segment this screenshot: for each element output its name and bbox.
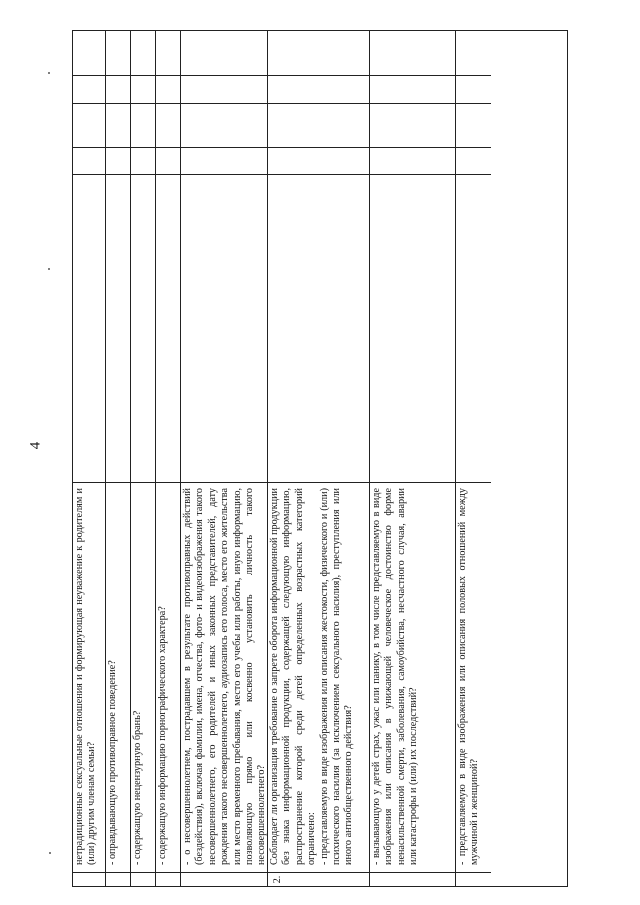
- question-text: [370, 482, 455, 872]
- answer-cell: [370, 75, 455, 103]
- answer-cell: [181, 75, 267, 103]
- question-text: [156, 482, 180, 872]
- answer-cell: [73, 147, 105, 174]
- question-text: [456, 482, 491, 872]
- answer-cell: [370, 147, 455, 174]
- row-number: [456, 872, 491, 886]
- question-text: [73, 482, 105, 872]
- answer-cell: [156, 174, 180, 482]
- answer-cell: [456, 174, 491, 482]
- table-row: [369, 31, 455, 886]
- answer-cell: [268, 147, 369, 174]
- answer-cell: [131, 103, 155, 147]
- answer-cell: [268, 103, 369, 147]
- answer-cell: [370, 174, 455, 482]
- answer-cell: [106, 103, 130, 147]
- answer-cell: [156, 75, 180, 103]
- answer-cell: [73, 174, 105, 482]
- answer-cell: [156, 103, 180, 147]
- row-number: [156, 872, 180, 886]
- answer-cell: [131, 75, 155, 103]
- row-number: [106, 872, 130, 886]
- row-number: [131, 872, 155, 886]
- question-text: [106, 482, 130, 872]
- question-paragraph: - вызывающую у детей страх, ужас или панику, в том числе представляемую в виде изображения или описания в унижающей человеческое достоинство форме ненасильственной смерти, заболевания, самоубийства, несчастного случая, аварии или катастрофы и (или) их последствий?: [371, 488, 420, 865]
- question-paragraph: - оправдывающую противоправное поведение?: [107, 660, 118, 865]
- row-number: 2.: [268, 872, 369, 886]
- row-number: [73, 872, 105, 886]
- answer-cell: [456, 31, 491, 75]
- answer-cell: [106, 147, 130, 174]
- answer-cell: [456, 103, 491, 147]
- answer-cell: [268, 31, 369, 75]
- table-row: [73, 31, 105, 886]
- question-paragraph: Соблюдает ли организация требование о запрете оборота информационной продукции без знака информационной продукции, содержащей следующую информацию, распространение которой среди детей определенных возрастных категорий ограничено:: [269, 488, 318, 865]
- question-paragraph: - содержащую нецензурную брань?: [132, 710, 143, 865]
- answer-cell: [73, 103, 105, 147]
- question-text: [181, 482, 267, 872]
- question-text: [268, 482, 369, 872]
- checklist-table: [72, 30, 568, 887]
- question-paragraph: - представляемую в виде изображения или описания половых отношений между мужчиной и женщиной?: [457, 488, 481, 865]
- answer-cell: [73, 31, 105, 75]
- answer-cell: [181, 174, 267, 482]
- answer-cell: [131, 174, 155, 482]
- question-paragraph: - содержащую информацию порнографического характера?: [157, 606, 168, 865]
- table-row: [105, 31, 130, 886]
- answer-cell: [456, 147, 491, 174]
- table-row: [130, 31, 155, 886]
- page-number: 4: [27, 441, 44, 450]
- scan-speck: [48, 72, 50, 74]
- answer-cell: [131, 31, 155, 75]
- table-row: [267, 31, 369, 886]
- row-number: [370, 872, 455, 886]
- answer-cell: [106, 174, 130, 482]
- row-number: [181, 872, 267, 886]
- answer-cell: [181, 103, 267, 147]
- answer-cell: [181, 147, 267, 174]
- question-text: [131, 482, 155, 872]
- scan-speck: [48, 268, 50, 270]
- answer-cell: [370, 31, 455, 75]
- answer-cell: [181, 31, 267, 75]
- answer-cell: [156, 31, 180, 75]
- table-row: [155, 31, 180, 886]
- table-row: [455, 31, 491, 886]
- answer-cell: [456, 75, 491, 103]
- answer-cell: [268, 75, 369, 103]
- answer-cell: [106, 75, 130, 103]
- answer-cell: [131, 147, 155, 174]
- answer-cell: [268, 174, 369, 482]
- table-row: [180, 31, 267, 886]
- scan-speck: [49, 852, 51, 854]
- question-paragraph: - представляемую в виде изображения или описания жестокости, физического и (или) психического насилия (за исключением сексуального насилия), преступления или иного антиобщественного действия?: [318, 488, 355, 865]
- answer-cell: [106, 31, 130, 75]
- question-paragraph: нетрадиционные сексуальные отношения и формирующая неуважение к родителям и (или) другим членам семьи?: [74, 488, 98, 865]
- answer-cell: [73, 75, 105, 103]
- answer-cell: [370, 103, 455, 147]
- question-paragraph: - о несовершеннолетнем, пострадавшем в результате противоправных действий (бездействия), включая фамилии, имена, отчества, фото- и видеоизображения такого несовершеннолетнего, его родителей и иных законных представителей, дату рождения такого несовершеннолетнего, аудиозапись его голоса, место его жительства или место временного пребывания, место его учебы или работы, иную информацию, позволяющую прямо или косвенно установить личность такого несовершеннолетнего?: [182, 488, 268, 865]
- answer-cell: [156, 147, 180, 174]
